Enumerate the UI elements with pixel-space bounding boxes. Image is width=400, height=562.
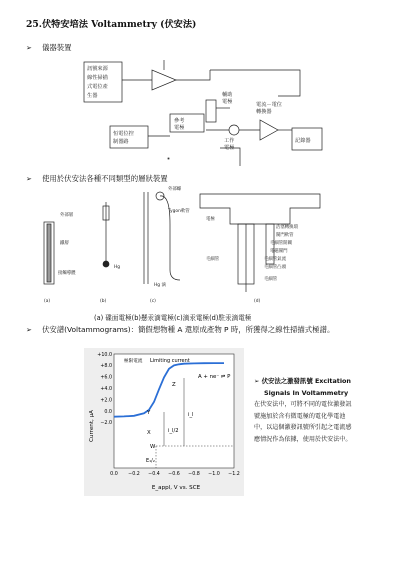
plot-area	[114, 354, 234, 468]
conv-label-1: 電流－電位	[256, 102, 282, 108]
y-tick-label: +10.0	[97, 352, 112, 358]
letter-a: (a)	[44, 299, 51, 304]
d-label-6: 閥門軟管	[276, 233, 294, 238]
instrument-diagram	[80, 56, 350, 170]
d-label-2: Tygon軟管	[168, 209, 190, 214]
arrow-bullet-icon: ➢	[26, 174, 32, 183]
d-label-1: 外部螺	[168, 187, 182, 192]
y-tick-label: 0.0	[104, 409, 112, 415]
x-tick-label: −0.6	[168, 472, 180, 477]
letter-b: (b)	[100, 299, 107, 304]
a-label-1: 外部層	[60, 213, 74, 218]
d-label-8: 電磁閥門	[270, 249, 288, 254]
x-axis-label: E_appl, V vs. SCE	[151, 485, 201, 491]
reg-label-2: 制器路	[113, 139, 129, 145]
letter-c: (c)	[150, 299, 156, 304]
a-label-3: 接觸導體	[58, 271, 76, 276]
b-label-1: Hg	[114, 265, 121, 270]
gen-label-3: 式電位產	[87, 84, 108, 90]
y-tick-label: +4.0	[100, 387, 112, 392]
y-tick-label: −2.0	[100, 421, 112, 427]
section-instrument-label: 儀器裝置	[42, 43, 72, 52]
section-electrodes	[26, 173, 168, 184]
annotation-il-half: i_l/2	[168, 428, 179, 434]
excitation-line-3: 中，以這個激發訊號所引起之電流感	[254, 424, 352, 431]
annotation-limiting: Limiting current	[150, 358, 190, 364]
d-label-9: 毛細管氣流	[264, 257, 286, 262]
d-label-7: 毛細管開關	[270, 241, 292, 246]
section-voltammograms-label: 伏安譜(Voltammograms)：簡假想物種 A 還原成產物 P 時，所獲得之線性掃描式極譜。	[42, 325, 335, 334]
rec-label: 記錄器	[295, 138, 311, 144]
section-electrodes-label: 使用於伏安法各種不同類型的層狀裝置	[42, 174, 168, 183]
d-label-10: 毛細管凸頭	[264, 265, 286, 270]
op-amp-2	[260, 120, 278, 140]
y-axis-label: Current, μA	[89, 410, 95, 442]
annotation-il: i_l	[188, 412, 194, 418]
annotation-top-left: 極限電流	[124, 359, 143, 364]
gen-label-4: 生器	[87, 93, 98, 99]
work-label-2: 電極	[224, 145, 235, 151]
excitation-heading-1: 伏安法之激發訊號 Excitation	[261, 377, 351, 385]
x-tick-label: −1.0	[208, 472, 220, 477]
a-label-2: 鐵層	[60, 241, 69, 246]
excitation-section	[254, 376, 394, 445]
ref-label-1: 參考	[174, 118, 185, 124]
y-tick-label: +8.0	[100, 364, 112, 370]
point-y: Y	[147, 410, 151, 416]
hanging-drop	[103, 261, 109, 267]
page-title: 25.伏特安培法 Voltammetry (伏安法)	[26, 19, 197, 30]
point-w: W	[150, 444, 156, 450]
arrow-bullet-icon: ➢	[26, 43, 32, 52]
excitation-line-4: 應情況作為依據，使用於伏安法中。	[254, 435, 352, 443]
y-tick-label: +6.0	[100, 375, 112, 381]
d-label-11: 毛細管	[264, 277, 278, 282]
point-x: X	[147, 430, 151, 436]
gen-label-1: 訊號來源	[87, 66, 108, 72]
aux-label-2: 電極	[222, 99, 233, 105]
x-tick-label: −1.2	[228, 472, 240, 477]
conv-label-2: 轉換器	[256, 109, 272, 115]
gen-label-2: 線性掃描	[87, 75, 108, 81]
excitation-line-1: 在伏安法中，可將不同的電位激發訊	[254, 401, 352, 408]
arrow-bullet-icon: ➢	[26, 325, 32, 334]
c-label-1: Hg 滴	[154, 283, 166, 288]
section-voltammograms	[26, 324, 334, 335]
x-tick-label: −0.4	[148, 472, 160, 477]
excitation-heading-2: Signals In Voltammetry	[264, 388, 349, 397]
x-tick-label: 0.0	[110, 472, 118, 477]
aux-label-1: 輔助	[222, 92, 233, 98]
letter-d: (d)	[254, 299, 261, 304]
work-label-1: 工作	[224, 138, 235, 144]
excitation-heading	[254, 376, 394, 388]
ref-label-2: 電極	[174, 125, 185, 131]
d-label-5: 活塞轉換環	[276, 225, 298, 230]
working-electrode-node	[229, 125, 239, 135]
section-instrument	[26, 42, 72, 53]
annotation-reaction: A + ne⁻ ⇌ P	[198, 374, 231, 380]
excitation-line-2: 號施加於含有微電極的電化學電池	[254, 412, 346, 420]
electrode-caption: (a) 碟面電極(b)懸汞滴電極(c)滴汞電極(d)駐汞滴電極	[94, 314, 252, 322]
point-z: Z	[172, 382, 176, 388]
x-tick-label: −0.8	[188, 472, 200, 477]
electrode-diagram	[30, 184, 360, 309]
x-tick-label: −0.2	[128, 472, 140, 477]
voltammogram-chart	[84, 348, 244, 496]
annotation-e-half: E₁/₂	[146, 458, 155, 464]
d-label-4: 毛細管	[206, 257, 220, 262]
y-tick-label: +2.0	[100, 398, 112, 404]
d-label-3: 電極	[206, 217, 215, 222]
cell-outline	[206, 100, 216, 122]
op-amp-1	[152, 70, 176, 90]
arrow-bullet-icon: ➢	[254, 377, 262, 385]
reg-label-1: 恒電位控	[113, 131, 134, 137]
